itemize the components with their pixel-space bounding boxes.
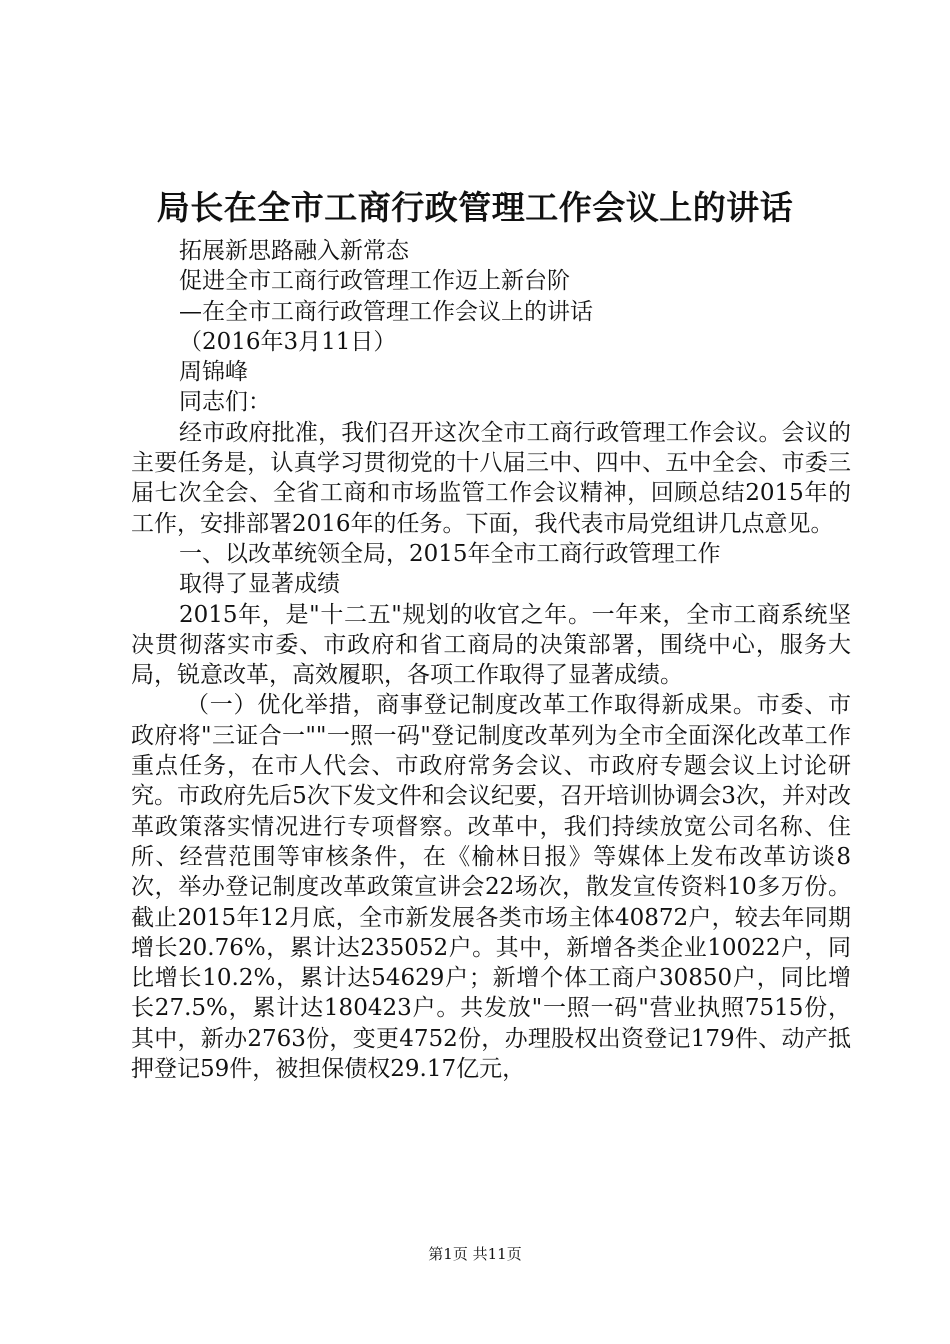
paragraph: 经市政府批准，我们召开这次全市工商行政管理工作会议。会议的主要任务是，认真学习贯彻党的十八届三中、四中、五中全会、市委三届七次全会、全省工商和市场监管工作会议精神，回顾总结2015年的工作，安排部署2016年的任务。下面，我代表市局党组讲几点意见。 — [131, 419, 851, 537]
subtitle-line: 拓展新思路融入新常态 — [179, 238, 409, 264]
page-footer: 第1页 共11页 — [428, 1245, 522, 1263]
document-title: 局长在全市工商行政管理工作会议上的讲话 — [156, 188, 794, 227]
salutation-line: 同志们： — [179, 389, 271, 416]
paragraph: （一）优化举措，商事登记制度改革工作取得新成果。市委、市政府将"三证合一""一照一码"登记制度改革列为全市全面深化改革工作重点任务，在市人代会、市政府常务会议、市政府专题会议上讨论研究。市政府先后5次下发文件和会议纪要，召开培训协调会3次，并对改革政策落实情况进行专项督察。改革中，我们持续放宽公司名称、住所、经营范围等审核条件，在《榆林日报》等媒体上发布改革访谈8次，举办登记制度改革政策宣讲会22场次，散发宣传资料10多万份。截止2015年12月底，全市新发展各类市场主体40872户，较去年同期增长20.76%，累计达235052户。其中，新增各类企业10022户，同比增长10.2%，累计达54629户；新增个体工商户30850户，同比增长27.5%，累计达180423户。共发放"一照一码"营业执照7515份，其中，新办2763份，变更4752份，办理股权出资登记179件、动产抵押登记59件，被担保债权29.17亿元， — [131, 692, 851, 1083]
section-heading: 一、以改革统领全局，2015年全市工商行政管理工作 — [179, 540, 721, 567]
subtitle-line: —在全市工商行政管理工作会议上的讲话 — [179, 298, 593, 325]
section-heading: 取得了显著成绩 — [179, 571, 340, 598]
document-body — [131, 236, 851, 1084]
author-line: 周锦峰 — [179, 359, 248, 386]
paragraph: 2015年，是"十二五"规划的收官之年。一年来，全市工商系统坚决贯彻落实市委、市政府和省工商局的决策部署，围绕中心，服务大局，锐意改革，高效履职，各项工作取得了显著成绩。 — [131, 601, 851, 689]
date-line: （2016年3月11日） — [179, 328, 397, 355]
subtitle-line: 促进全市工商行政管理工作迈上新台阶 — [179, 268, 570, 295]
